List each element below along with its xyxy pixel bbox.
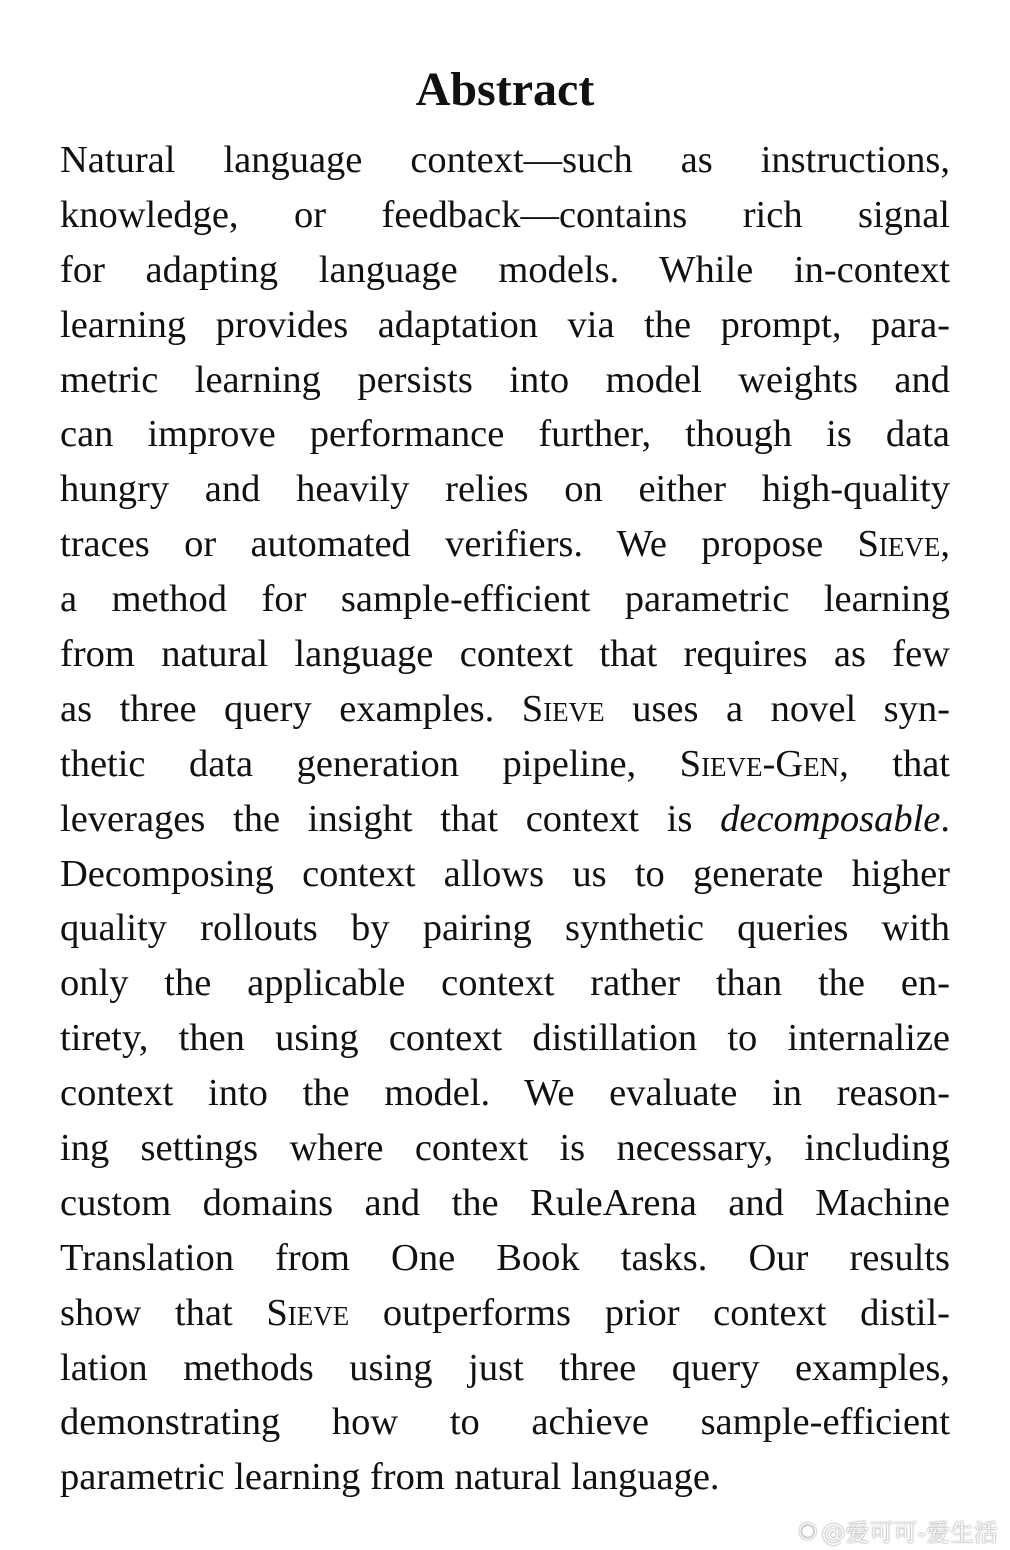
abstract-line	[60, 1066, 950, 1121]
text-segment: ,	[940, 523, 950, 566]
watermark-text: @爱可可-爱生活	[821, 1519, 998, 1547]
weibo-icon: ◉	[798, 1518, 818, 1543]
text-segment: Natural language context—such as instructions,	[60, 139, 950, 181]
abstract-line	[60, 188, 950, 243]
text-segment: metric learning persists into model weights and	[60, 358, 950, 401]
abstract-line	[60, 901, 950, 956]
abstract-line	[60, 956, 950, 1011]
text-segment: only the applicable context rather than the en-	[60, 962, 950, 1005]
text-segment: lation methods using just three query examples,	[60, 1346, 950, 1389]
abstract-line	[60, 1341, 950, 1396]
text-segment: tirety, then using context distillation to internalize	[60, 1017, 950, 1060]
text-segment: thetic data generation pipeline,	[60, 742, 680, 785]
abstract-line	[60, 847, 950, 902]
abstract-line	[60, 1176, 950, 1231]
abstract-line	[60, 572, 950, 627]
abstract-line	[60, 627, 950, 682]
text-segment: from natural language context that requires as few	[60, 633, 950, 676]
abstract-line	[60, 353, 950, 408]
text-segment: a method for sample-efficient parametric learning	[60, 578, 950, 621]
text-segment: parametric learning from natural language.	[60, 1456, 720, 1499]
text-segment: learning provides adaptation via the prompt, para-	[60, 303, 950, 346]
abstract-line	[60, 1121, 950, 1176]
text-segment: demonstrating how to achieve sample-efficient	[60, 1401, 950, 1444]
text-segment: , that	[839, 742, 950, 785]
method-name: Sieve	[857, 523, 941, 566]
text-segment: as three query examples.	[60, 687, 522, 730]
text-segment: Translation from One Book tasks. Our results	[60, 1236, 950, 1279]
abstract-line	[60, 243, 950, 298]
abstract-line	[60, 517, 950, 572]
abstract-line	[60, 1286, 950, 1341]
text-segment: hungry and heavily relies on either high-quality	[60, 468, 950, 511]
text-segment: .	[940, 797, 950, 840]
text-segment: outperforms prior context distil-	[349, 1291, 950, 1334]
abstract-line	[60, 737, 950, 792]
abstract-line	[60, 792, 950, 847]
text-segment: leverages the insight that context is	[60, 797, 721, 840]
method-name: Sieve-Gen	[679, 742, 840, 785]
text-segment: uses a novel syn-	[604, 687, 950, 730]
text-segment: can improve performance further, though is data	[60, 413, 950, 456]
abstract-line	[60, 1231, 950, 1286]
text-segment: Decomposing context allows us to generate higher	[60, 852, 950, 895]
emphasis-text: decomposable	[720, 797, 941, 840]
text-segment: show that	[60, 1291, 267, 1334]
text-segment: for adapting language models. While in-context	[60, 248, 950, 291]
abstract-line	[60, 407, 950, 462]
abstract-line	[60, 682, 950, 737]
method-name: Sieve	[266, 1291, 350, 1334]
watermark	[798, 1513, 998, 1548]
text-segment: traces or automated verifiers. We propose	[60, 523, 858, 566]
abstract-line	[60, 298, 950, 353]
abstract-line	[60, 462, 950, 517]
text-segment: custom domains and the RuleArena and Machine	[60, 1181, 950, 1224]
abstract-body	[60, 133, 950, 1505]
text-segment: context into the model. We evaluate in reason-	[60, 1072, 950, 1115]
abstract-line	[60, 1011, 950, 1066]
abstract-line	[60, 1395, 950, 1450]
abstract-line	[60, 133, 950, 188]
text-segment: knowledge, or feedback—contains rich signal	[60, 193, 950, 236]
abstract-heading: Abstract	[415, 63, 595, 116]
abstract-line	[60, 1450, 950, 1505]
text-segment: ing settings where context is necessary, including	[60, 1127, 950, 1170]
text-segment: quality rollouts by pairing synthetic queries with	[60, 907, 950, 950]
method-name: Sieve	[521, 687, 605, 730]
